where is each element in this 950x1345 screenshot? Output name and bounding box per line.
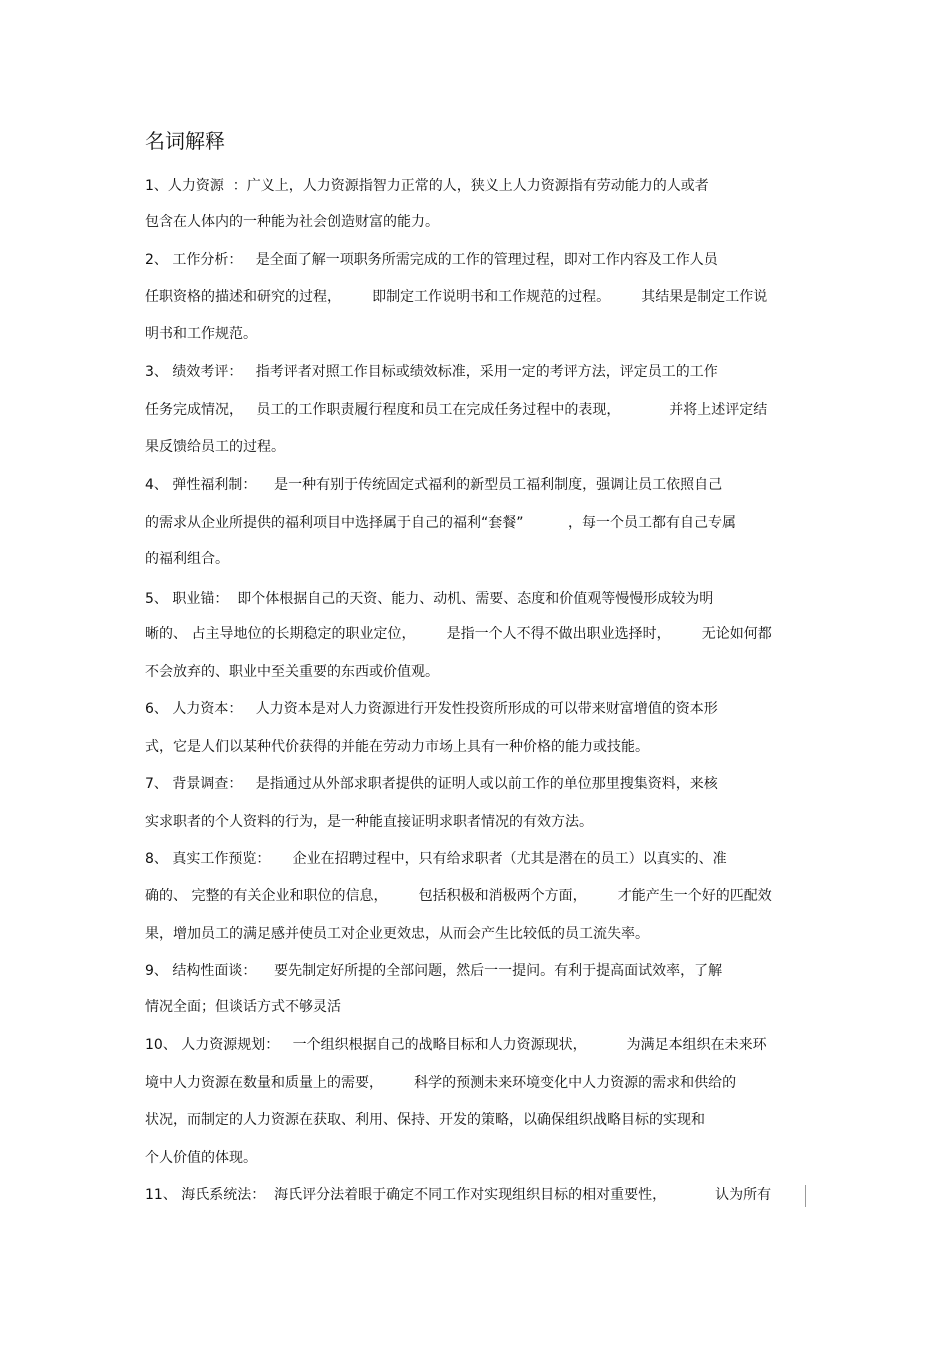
- text-line: 6、 人力资本： 人力资本是对人力资源进行开发性投资所形成的可以带来财富增值的资本形: [145, 701, 718, 717]
- text-line: 境中人力资源在数量和质量上的需要， 科学的预测未来环境变化中人力资源的需求和供给的: [145, 1075, 737, 1091]
- text-line: 的需求从企业所提供的福利项目中选择属于自己的福利“套餐” ，每一个员工都有自己专属: [145, 515, 737, 531]
- text-line: 晰的、 占主导地位的长期稳定的职业定位， 是指一个人不得不做出职业选择时， 无论如何都: [145, 626, 772, 642]
- text-line: 任务完成情况， 员工的工作职责履行程度和员工在完成任务过程中的表现， 并将上述评定结: [145, 402, 768, 418]
- text-line: 7、 背景调查： 是指通过从外部求职者提供的证明人或以前工作的单位那里搜集资料，来核: [145, 776, 718, 792]
- text-line: 9、 结构性面谈： 要先制定好所提的全部问题，然后一一提问。有利于提高面试效率，了解: [145, 963, 723, 979]
- text-line: 包含在人体内的一种能为社会创造财富的能力。: [145, 214, 439, 230]
- text-line: 不会放弃的、职业中至关重要的东西或价值观。: [145, 664, 439, 680]
- text-line: 实求职者的个人资料的行为，是一种能直接证明求职者情况的有效方法。: [145, 814, 593, 830]
- text-line: 确的、 完整的有关企业和职位的信息， 包括积极和消极两个方面， 才能产生一个好的匹配效: [145, 888, 772, 904]
- text-line: 的福利组合。: [145, 551, 229, 567]
- text-line: 明书和工作规范。: [145, 326, 257, 342]
- text-line: 4、 弹性福利制： 是一种有别于传统固定式福利的新型员工福利制度，强调让员工依照自己: [145, 477, 723, 493]
- text-line: 2、 工作分析： 是全面了解一项职务所需完成的工作的管理过程，即对工作内容及工作人员: [145, 252, 718, 268]
- text-line: 10、 人力资源规划： 一个组织根据自己的战略目标和人力资源现状， 为满足本组织在未来环: [145, 1037, 767, 1053]
- text-line: 状况，而制定的人力资源在获取、利用、保持、开发的策略，以确保组织战略目标的实现和: [145, 1112, 705, 1128]
- text-line: 果，增加员工的满足感并使员工对企业更效忠，从而会产生比较低的员工流失率。: [145, 926, 649, 942]
- text-line: 1、人力资源 ：广义上，人力资源指智力正常的人，狭义上人力资源指有劳动能力的人或者: [145, 178, 709, 194]
- text-line: 果反馈给员工的过程。: [145, 439, 285, 455]
- text-line: 8、 真实工作预览： 企业在招聘过程中，只有给求职者（尤其是潜在的员工）以真实的、准: [145, 851, 727, 867]
- text-line: 任职资格的描述和研究的过程， 即制定工作说明书和工作规范的过程。 其结果是制定工作说: [145, 289, 768, 305]
- page-edge-mark: [805, 1185, 806, 1207]
- text-line: 5、 职业锚： 即个体根据自己的天资、能力、动机、需要、态度和价值观等慢慢形成较为明: [145, 591, 714, 607]
- text-line: 11、 海氏系统法： 海氏评分法着眼于确定不同工作对实现组织目标的相对重要性， 认为所有: [145, 1187, 772, 1203]
- text-line: 情况全面；但谈话方式不够灵活: [145, 999, 341, 1015]
- text-line: 3、 绩效考评： 指考评者对照工作目标或绩效标准，采用一定的考评方法，评定员工的工作: [145, 364, 718, 380]
- text-line: 式，它是人们以某种代价获得的并能在劳动力市场上具有一种价格的能力或技能。: [145, 739, 649, 755]
- page-title: 名词解释: [145, 129, 225, 153]
- text-line: 个人价值的体现。: [145, 1150, 257, 1166]
